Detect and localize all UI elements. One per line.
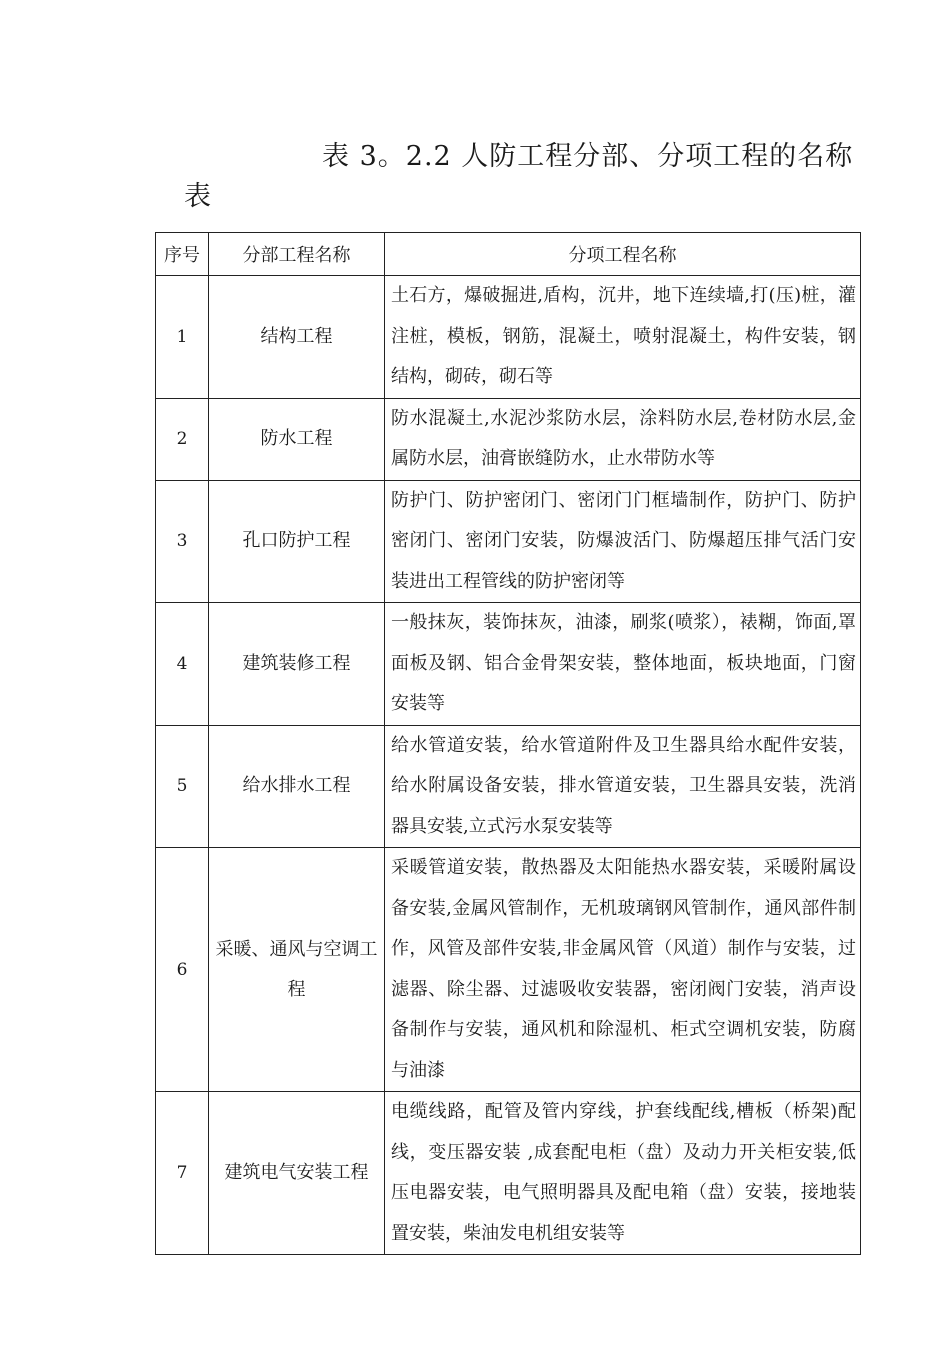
row-division: 采暖、通风与空调工程	[209, 848, 385, 1092]
row-division: 孔口防护工程	[209, 480, 385, 603]
table-title-continuation: 表	[184, 181, 211, 212]
row-subitems: 电缆线路，配管及管内穿线，护套线配线,槽板（桥架)配线，变压器安装 ,成套配电柜（盘）及动力开关柜安装,低压电器安装，电气照明器具及配电箱（盘）安装，接地装置安装，柴油发电机组安装等	[385, 1092, 861, 1255]
header-seq: 序号	[156, 233, 209, 276]
row-subitems: 一般抹灰，装饰抹灰，油漆，刷浆(喷浆），裱糊，饰面,罩面板及钢、铝合金骨架安装，整体地面，板块地面，门窗安装等	[385, 603, 861, 726]
row-division: 防水工程	[209, 398, 385, 480]
row-subitems: 采暖管道安装，散热器及太阳能热水器安装，采暖附属设备安装,金属风管制作，无机玻璃钢风管制作，通风部件制作，风管及部件安装,非金属风管（风道）制作与安装，过滤器、除尘器、过滤吸收安装器，密闭阀门安装，消声设备制作与安装，通风机和除湿机、柜式空调机安装，防腐与油漆	[385, 848, 861, 1092]
table-row	[156, 398, 861, 480]
row-seq: 7	[156, 1092, 209, 1255]
table-header-row	[156, 233, 861, 276]
row-subitems: 给水管道安装，给水管道附件及卫生器具给水配件安装，给水附属设备安装，排水管道安装，卫生器具安装，洗消器具安装,立式污水泵安装等	[385, 725, 861, 848]
table-row	[156, 276, 861, 399]
row-seq: 5	[156, 725, 209, 848]
row-division: 给水排水工程	[209, 725, 385, 848]
table-row	[156, 1092, 861, 1255]
row-division: 结构工程	[209, 276, 385, 399]
header-subitems: 分项工程名称	[385, 233, 861, 276]
row-division: 建筑电气安装工程	[209, 1092, 385, 1255]
row-seq: 6	[156, 848, 209, 1092]
table-row	[156, 725, 861, 848]
row-subitems: 防护门、防护密闭门、密闭门门框墙制作，防护门、防护密闭门、密闭门安装，防爆波活门、防爆超压排气活门安装进出工程管线的防护密闭等	[385, 480, 861, 603]
row-seq: 3	[156, 480, 209, 603]
table-row	[156, 848, 861, 1092]
header-division: 分部工程名称	[209, 233, 385, 276]
row-subitems: 防水混凝土,水泥沙浆防水层，涂料防水层,卷材防水层,金属防水层，油膏嵌缝防水，止水带防水等	[385, 398, 861, 480]
row-seq: 2	[156, 398, 209, 480]
table-row	[156, 603, 861, 726]
row-seq: 1	[156, 276, 209, 399]
engineering-division-table	[155, 232, 861, 1255]
row-seq: 4	[156, 603, 209, 726]
row-division: 建筑装修工程	[209, 603, 385, 726]
table-title: 表 3。2.2 人防工程分部、分项工程的名称	[322, 141, 854, 172]
row-subitems: 土石方，爆破掘进,盾构，沉井，地下连续墙,打(压)桩，灌注桩，模板，钢筋，混凝土，喷射混凝土，构件安装，钢结构，砌砖，砌石等	[385, 276, 861, 399]
table-row	[156, 480, 861, 603]
